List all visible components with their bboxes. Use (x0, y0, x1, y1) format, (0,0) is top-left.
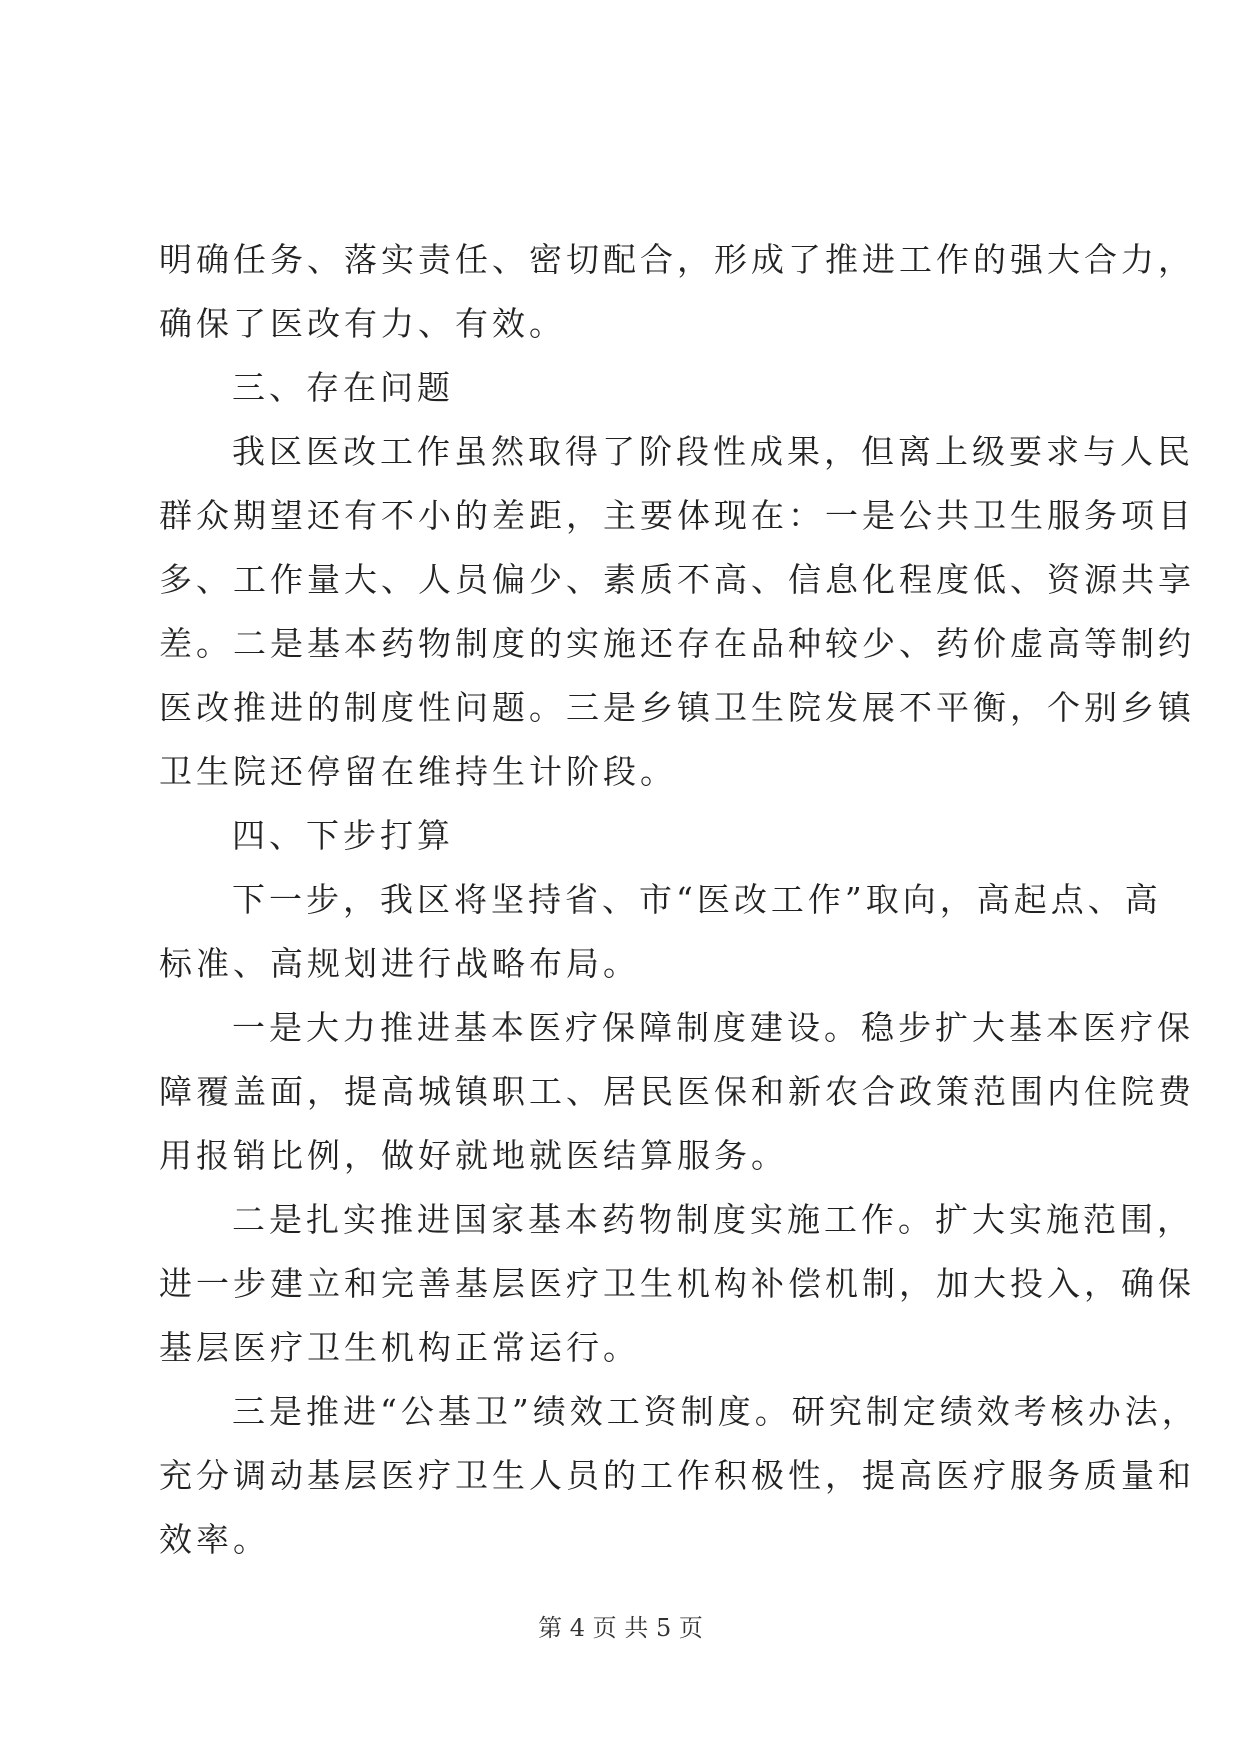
text-line: 我区医改工作虽然取得了阶段性成果，但离上级要求与人民 (232, 432, 1194, 471)
text-line: 差。二是基本药物制度的实施还存在品种较少、药价虚高等制约 (159, 624, 1195, 663)
text-line: 用报销比例，做好就地就医结算服务。 (159, 1136, 788, 1175)
paragraph-1 (159, 228, 1195, 356)
text-line: 群众期望还有不小的差距，主要体现在：一是公共卫生服务项目 (159, 496, 1195, 535)
text-line: 效率。 (159, 1520, 270, 1559)
text-line: 三是推进“公基卫”绩效工资制度。研究制定绩效考核办法， (232, 1392, 1199, 1431)
paragraph-step-one (159, 996, 1195, 1188)
text-line: 卫生院还停留在维持生计阶段。 (159, 752, 677, 791)
text-line: 一是大力推进基本医疗保障制度建设。稳步扩大基本医疗保 (232, 1008, 1194, 1047)
text-line: 进一步建立和完善基层医疗卫生机构补偿机制，加大投入，确保 (159, 1264, 1195, 1303)
text-line: 二是扎实推进国家基本药物制度实施工作。扩大实施范围， (232, 1200, 1194, 1239)
section-heading-problems (159, 356, 1079, 420)
text-line: 多、工作量大、人员偏少、素质不高、信息化程度低、资源共享 (159, 560, 1195, 599)
text-line: 三、存在问题 (232, 368, 454, 407)
text-line: 充分调动基层医疗卫生人员的工作积极性，提高医疗服务质量和 (159, 1456, 1195, 1495)
paragraph-next-steps-intro (159, 868, 1162, 996)
section-heading-next-steps (159, 804, 1079, 868)
text-line: 确保了医改有力、有效。 (159, 304, 566, 343)
text-line: 四、下步打算 (232, 816, 454, 855)
page-footer (0, 1612, 1241, 1644)
document-body (159, 228, 1199, 1572)
text-line: 标准、高规划进行战略布局。 (159, 944, 640, 983)
text-line: 明确任务、落实责任、密切配合，形成了推进工作的强大合力， (159, 240, 1195, 279)
text-line: 下一步，我区将坚持省、市“医改工作”取向，高起点、高 (232, 880, 1162, 919)
paragraph-problems (159, 420, 1195, 804)
paragraph-step-three (159, 1380, 1199, 1572)
text-line: 基层医疗卫生机构正常运行。 (159, 1328, 640, 1367)
text-line: 医改推进的制度性问题。三是乡镇卫生院发展不平衡，个别乡镇 (159, 688, 1195, 727)
paragraph-step-two (159, 1188, 1195, 1380)
page-number-label: 第 4 页 共 5 页 (538, 1614, 703, 1642)
text-line: 障覆盖面，提高城镇职工、居民医保和新农合政策范围内住院费 (159, 1072, 1195, 1111)
